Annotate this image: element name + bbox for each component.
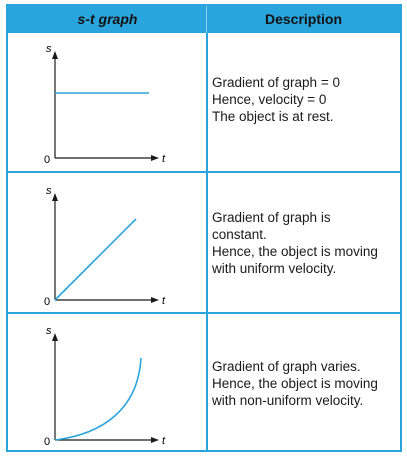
header-st-graph [8,6,207,33]
x-axis-label: t [162,435,166,447]
y-axis-arrow-icon [52,333,58,341]
x-axis-arrow-icon [151,297,159,303]
x-axis-label: t [162,153,166,165]
description-line: constant. [212,227,267,242]
origin-label: 0 [44,296,51,308]
description-rest [212,74,398,125]
x-axis-arrow-icon [151,155,159,161]
description-line: The object is at rest. [212,109,334,124]
x-axis-label: t [162,295,166,307]
y-axis-arrow-icon [52,51,58,59]
description-line: with uniform velocity. [212,261,337,276]
straight-line-plot [55,219,136,300]
graph-rest [8,35,206,171]
origin-label: 0 [44,154,51,166]
graph-uniform-velocity [8,173,206,312]
graph-cell-rest [8,35,206,171]
graph-non-uniform-velocity [8,314,206,450]
graph-cell-non-uniform [8,314,206,450]
table-header [8,6,400,33]
graph-cell-uniform [8,173,206,312]
column-divider [206,33,208,450]
curve-plot [55,358,141,440]
header-col1-text: s-t graph [77,11,138,27]
description-line: Gradient of graph is [212,210,331,225]
header-description: Description [264,11,342,27]
description-line: Gradient of graph = 0 [212,75,340,90]
description-line: with non-uniform velocity. [212,393,364,408]
st-graph-table [6,4,402,452]
description-line: Hence, the object is moving [212,376,378,391]
description-line: Gradient of graph varies. [212,359,361,374]
y-axis-arrow-icon [52,193,58,201]
description-non-uniform [212,358,398,409]
description-uniform [212,209,398,277]
y-axis-label: s [46,185,52,197]
y-axis-label: s [46,43,52,55]
description-line: Hence, the object is moving [212,244,378,259]
origin-label: 0 [44,436,51,448]
y-axis-label: s [46,325,52,337]
x-axis-arrow-icon [151,437,159,443]
description-line: Hence, velocity = 0 [212,92,327,107]
